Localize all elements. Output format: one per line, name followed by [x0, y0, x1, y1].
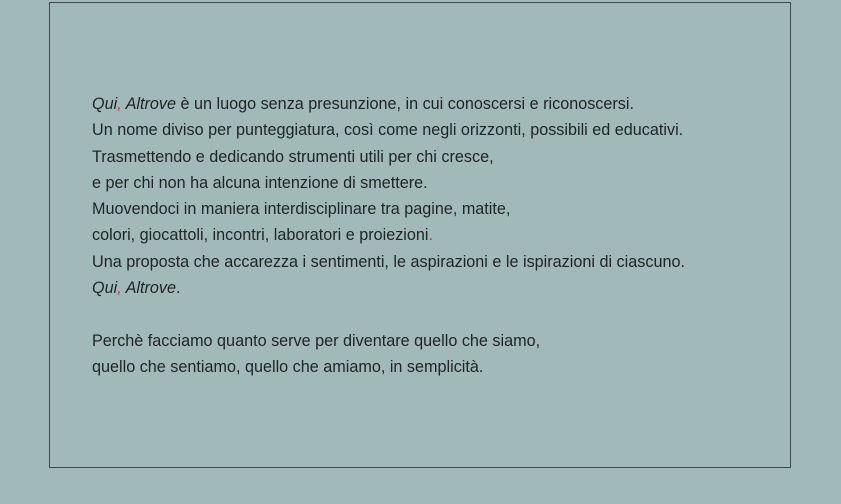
closing-period: . — [175, 279, 181, 298]
brand-comma: , — [117, 95, 122, 113]
intro-text — [92, 91, 782, 380]
intro-line-8 — [92, 275, 782, 301]
text-frame — [49, 2, 791, 468]
intro-line-4: e per chi non ha alcuna intenzione di smettere. — [92, 173, 428, 192]
paragraph-spacer — [92, 301, 782, 327]
brand-name-altrove: Altrove — [121, 95, 176, 113]
brand-name-qui: Qui — [92, 95, 118, 113]
intro-line-1 — [92, 91, 782, 117]
brand-comma-closing: , — [117, 279, 122, 298]
closing-line-2: quello che sentiamo, quello che amiamo, in semplicità. — [92, 357, 484, 376]
closing-line-1: Perchè facciamo quanto serve per diventare quello che siamo, — [92, 331, 541, 350]
intro-line-6 — [92, 222, 782, 248]
intro-line-2: Un nome diviso per punteggiatura, così come negli orizzonti, possibili ed educativi. — [92, 121, 684, 140]
brand-name-qui-closing: Qui — [92, 279, 118, 298]
intro-line-6-text: colori, giocattoli, incontri, laboratori e proiezioni — [92, 226, 429, 245]
accent-period: . — [428, 226, 434, 245]
intro-line-1-text: è un luogo senza presunzione, in cui conoscersi e riconoscersi. — [175, 95, 634, 113]
brand-name-altrove-closing: Altrove — [121, 279, 176, 298]
intro-line-5: Muovendoci in maniera interdisciplinare tra pagine, matite, — [92, 200, 511, 219]
intro-line-3: Trasmettendo e dedicando strumenti utili per chi cresce, — [92, 147, 494, 166]
intro-line-7: Una proposta che accarezza i sentimenti, le aspirazioni e le ispirazioni di ciascuno. — [92, 252, 685, 271]
